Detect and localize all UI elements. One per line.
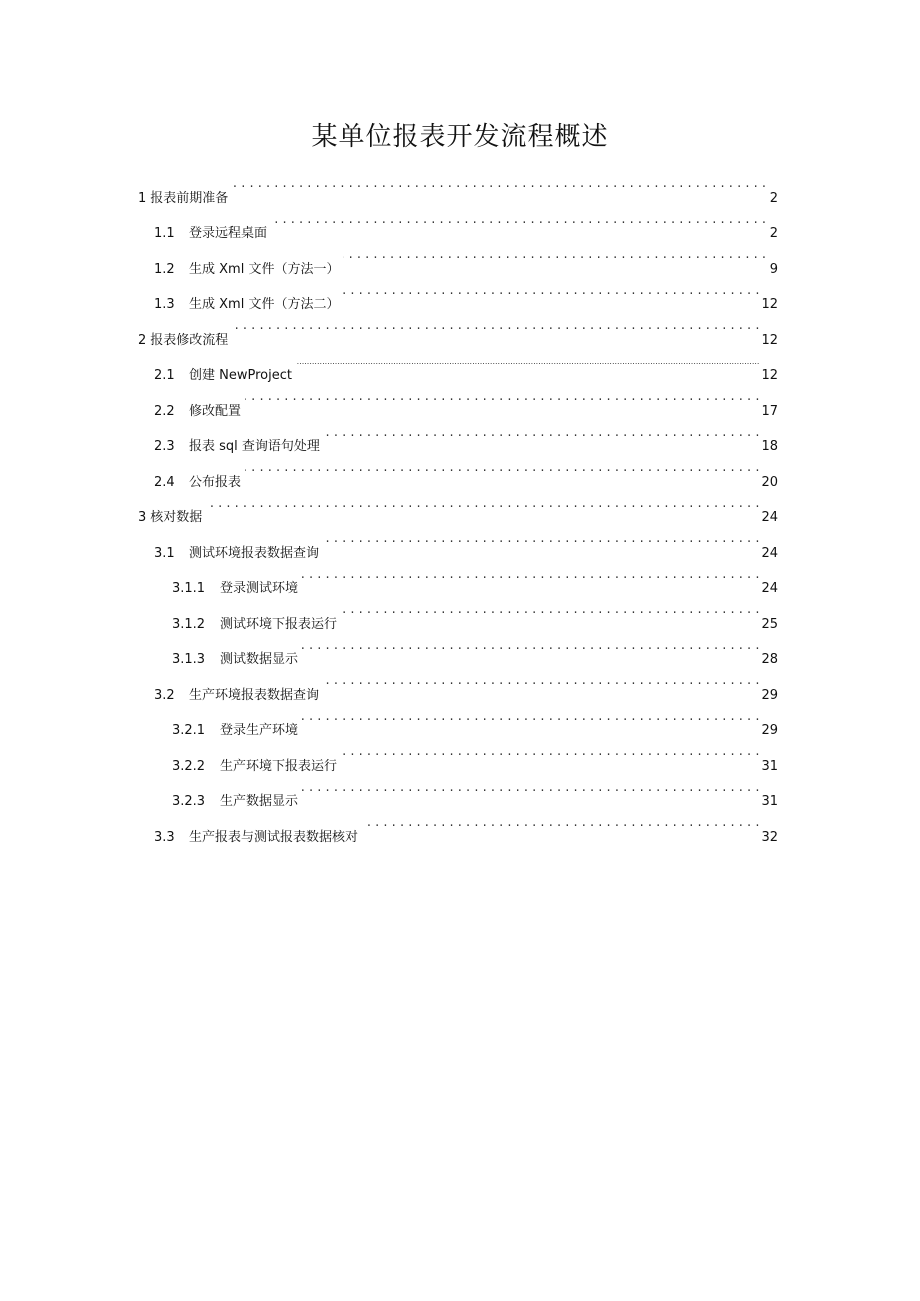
toc-entry-number: 2.4 bbox=[154, 474, 175, 490]
toc-entry-title: 生产报表与测试报表数据核对 bbox=[189, 829, 359, 845]
toc-dot-leader bbox=[232, 308, 759, 344]
toc-entry-page: 18 bbox=[761, 439, 778, 454]
toc-dot-leader bbox=[323, 521, 759, 557]
toc-dot-leader bbox=[362, 805, 759, 841]
toc-dot-leader bbox=[245, 379, 759, 415]
toc-dot-leader bbox=[271, 202, 766, 238]
toc-entry-number: 3.2.1 bbox=[172, 723, 206, 738]
toc-entry-title: 核对数据 bbox=[150, 510, 203, 525]
toc-entry-number: 1.3 bbox=[154, 297, 175, 312]
toc-entry-page: 24 bbox=[761, 545, 778, 561]
toc-dot-leader bbox=[296, 344, 759, 380]
toc-entry-page: 9 bbox=[769, 261, 778, 277]
toc-dot-leader bbox=[343, 237, 766, 273]
toc-entry-title: 报表修改流程 bbox=[150, 332, 229, 348]
toc-entry-title: 生产环境报表数据查询 bbox=[189, 687, 320, 703]
toc-dot-leader bbox=[324, 415, 760, 451]
toc-entry-title: 登录测试环境 bbox=[220, 581, 299, 596]
toc-entry-title: 登录远程桌面 bbox=[189, 226, 268, 241]
toc-entry-title: 生产数据显示 bbox=[220, 794, 299, 809]
toc-entry-page: 12 bbox=[761, 297, 778, 312]
toc-entry-page: 31 bbox=[761, 758, 778, 774]
toc-entry-title: 生成 Xml 文件（方法一） bbox=[189, 261, 340, 277]
toc-dot-leader bbox=[245, 450, 759, 486]
toc-entry-title: 测试环境下报表运行 bbox=[220, 616, 338, 632]
toc-entry[interactable] bbox=[138, 344, 778, 383]
toc-dot-leader bbox=[302, 628, 759, 664]
toc-dot-leader bbox=[232, 166, 766, 202]
toc-entry-page: 2 bbox=[769, 226, 778, 241]
toc-entry-title: 测试环境报表数据查询 bbox=[189, 545, 320, 561]
toc-entry-number: 2.3 bbox=[154, 439, 175, 454]
toc-entry-page: 24 bbox=[761, 510, 778, 525]
toc-entry-page: 31 bbox=[761, 794, 778, 809]
toc-entry-page: 29 bbox=[761, 723, 778, 738]
toc-entry-number: 3.1.1 bbox=[172, 581, 206, 596]
toc-entry-title: 报表前期准备 bbox=[150, 190, 229, 206]
toc-entry-page: 17 bbox=[761, 403, 778, 419]
toc-entry[interactable] bbox=[138, 308, 778, 348]
toc-entry-number: 3.3 bbox=[154, 829, 175, 845]
toc-entry[interactable] bbox=[138, 486, 778, 525]
toc-entry-page: 2 bbox=[769, 190, 778, 206]
toc-entry-page: 28 bbox=[761, 652, 778, 667]
toc-entry-title: 报表 sql 查询语句处理 bbox=[189, 439, 320, 454]
toc-entry[interactable] bbox=[138, 202, 778, 241]
document-title: 某单位报表开发流程概述 bbox=[311, 122, 609, 152]
table-of-contents bbox=[138, 166, 778, 845]
toc-dot-leader bbox=[341, 734, 759, 770]
toc-entry-page: 12 bbox=[761, 368, 778, 383]
toc-entry-number: 3.1.3 bbox=[172, 652, 206, 667]
toc-entry-title: 公布报表 bbox=[189, 474, 242, 490]
toc-entry-number: 2.2 bbox=[154, 403, 175, 419]
toc-dot-leader bbox=[302, 557, 759, 593]
toc-entry-number: 3.2.2 bbox=[172, 758, 206, 774]
toc-dot-leader bbox=[343, 273, 759, 309]
toc-entry-number: 1 bbox=[138, 190, 147, 206]
toc-entry-number: 3.1.2 bbox=[172, 616, 206, 632]
toc-entry-title: 生成 Xml 文件（方法二） bbox=[189, 297, 340, 312]
toc-dot-leader bbox=[341, 592, 759, 628]
toc-entry-number: 3.2 bbox=[154, 687, 175, 703]
toc-dot-leader bbox=[302, 699, 759, 735]
toc-entry-number: 3.1 bbox=[154, 545, 175, 561]
toc-entry-number: 3 bbox=[138, 510, 147, 525]
toc-entry-number: 3.2.3 bbox=[172, 794, 206, 809]
toc-entry-number: 1.2 bbox=[154, 261, 175, 277]
toc-entry-title: 生产环境下报表运行 bbox=[220, 758, 338, 774]
toc-dot-leader bbox=[302, 770, 759, 806]
toc-entry-number: 2.1 bbox=[154, 368, 175, 383]
toc-entry-title: 登录生产环境 bbox=[220, 723, 299, 738]
toc-entry-title: 修改配置 bbox=[189, 403, 242, 419]
toc-entry-page: 20 bbox=[761, 474, 778, 490]
toc-entry[interactable] bbox=[138, 166, 778, 206]
toc-entry-number: 2 bbox=[138, 332, 147, 348]
toc-entry-title: 测试数据显示 bbox=[220, 652, 299, 667]
toc-entry[interactable] bbox=[138, 521, 778, 561]
toc-dot-leader bbox=[206, 486, 759, 522]
toc-entry-page: 29 bbox=[761, 687, 778, 703]
toc-entry-title: 创建 NewProject bbox=[189, 368, 292, 383]
toc-entry-page: 12 bbox=[761, 332, 778, 348]
toc-entry-page: 24 bbox=[761, 581, 778, 596]
toc-entry-number: 1.1 bbox=[154, 226, 175, 241]
toc-entry-page: 32 bbox=[761, 829, 778, 845]
toc-entry-page: 25 bbox=[761, 616, 778, 632]
toc-dot-leader bbox=[323, 663, 759, 699]
